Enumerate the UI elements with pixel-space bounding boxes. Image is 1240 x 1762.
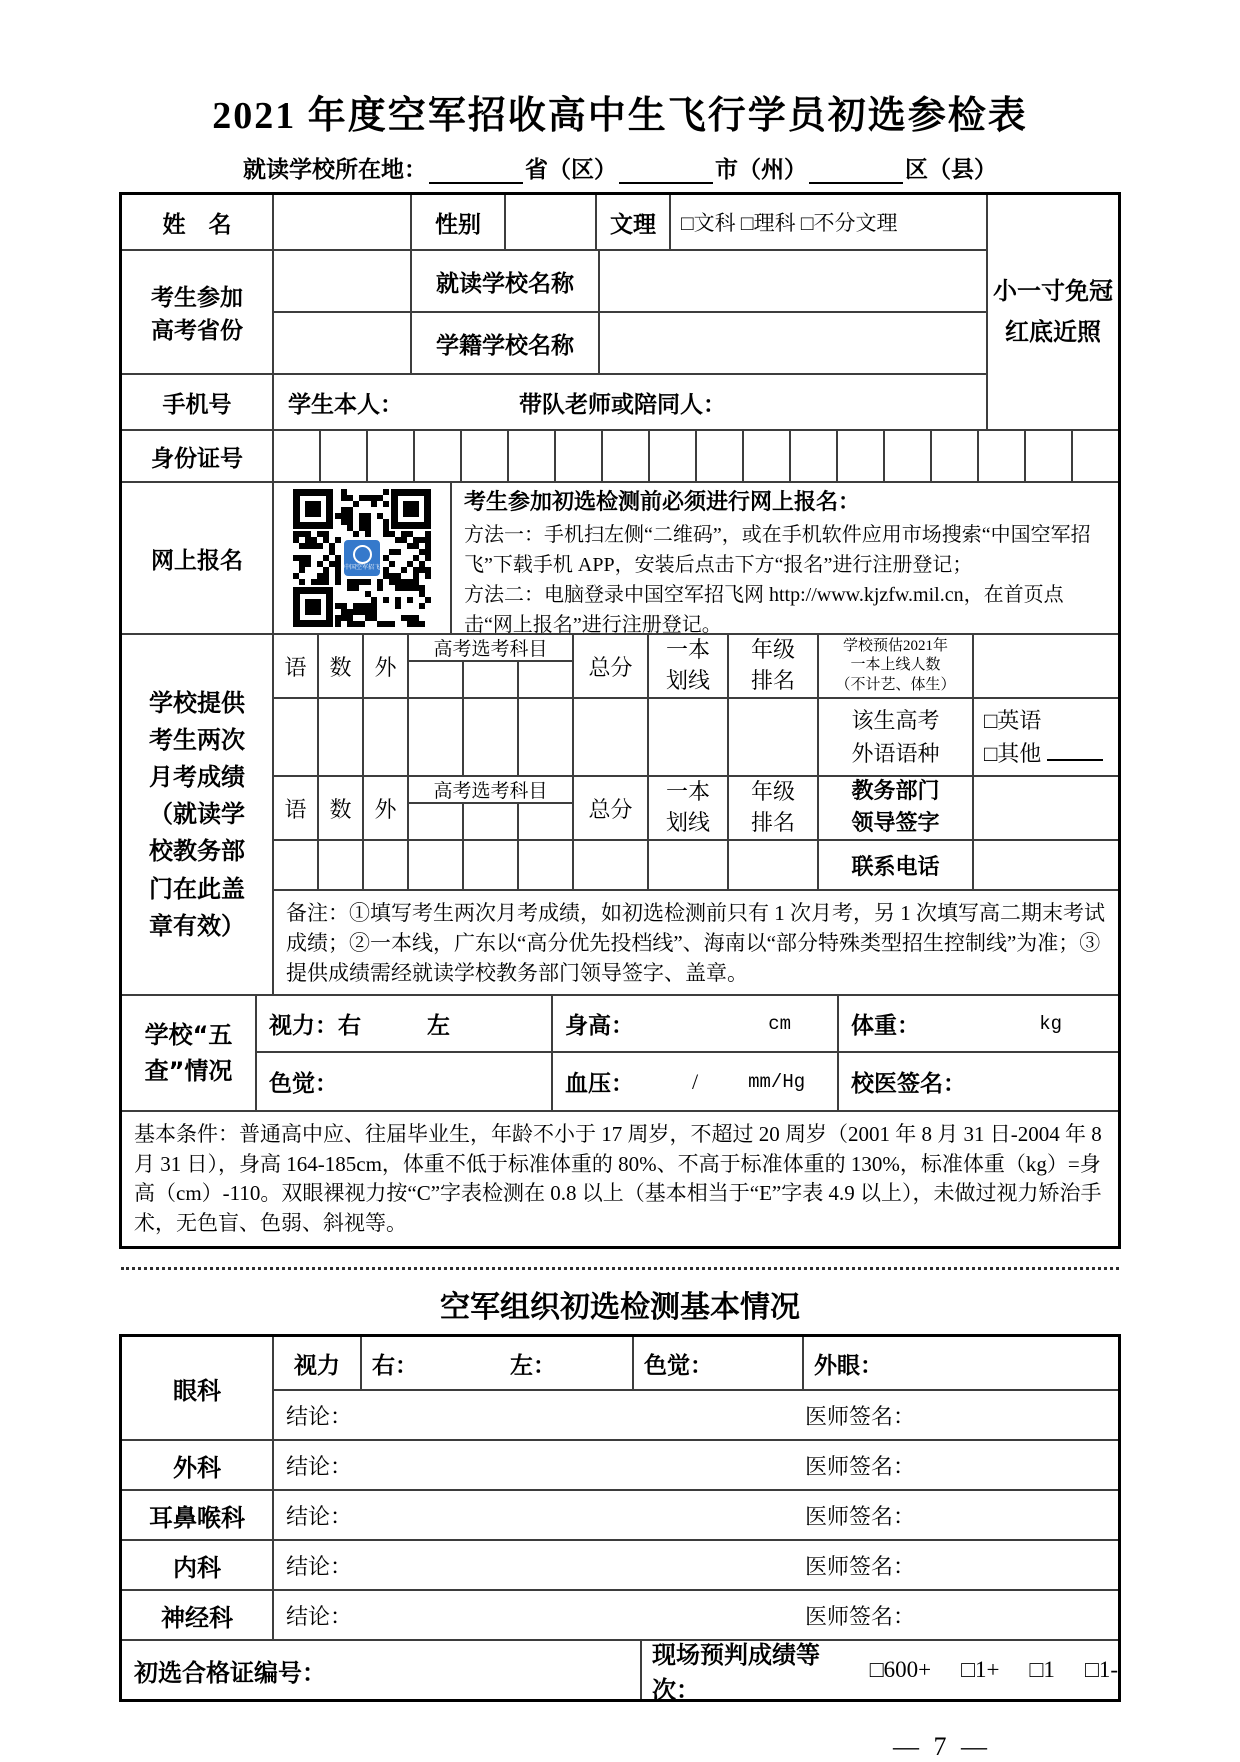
phone-escort-label: 带队老师或陪同人： — [519, 391, 726, 418]
dept-row — [122, 1491, 1118, 1541]
elective-subjects-label: 高考选考科目 — [409, 635, 572, 662]
score-cell[interactable] — [649, 841, 729, 889]
subject-chinese-label: 语 — [274, 777, 319, 839]
tier1-cutoff-label: 一本 划线 — [649, 635, 729, 697]
score-cell[interactable] — [409, 841, 464, 889]
score-cell[interactable] — [649, 699, 729, 775]
weight-field[interactable]: 体重： kg — [851, 1012, 1062, 1040]
score-cell[interactable] — [574, 699, 649, 775]
basic-conditions: 基本条件：普通高中应、往届毕业生，年龄不小于 17 周岁，不超过 20 周岁（2001 年 8 月 31 日-2004 年 8 月 31 日），身高 164-185cm，体重不低于标准体重的 80%、不高于标准体重的 130%，标准体重（kg）=身高（cm）-110。双眼裸视力按“C”字表检测在 0.8 以上（基本相当于“E”字表 4.9 以上），未做过视力矫治手术，无色盲、色弱、斜视等。 — [134, 1122, 1102, 1235]
id-digit-cell[interactable] — [321, 431, 368, 481]
school-doctor-signature-field[interactable]: 校医签名： — [851, 1071, 966, 1098]
online-reg-method2: 方法二：电脑登录中国空军招飞网 http://www.kjzfw.mil.cn，在首页点击“网上报名”进行注册登记。 — [464, 583, 1064, 636]
scores-remark: 备注：①填写考生两次月考成绩，如初选检测前只有 1 次月考，另 1 次填写高二期末考试成绩；②一本线，广东以“高分优先投档线”、海南以“部分特殊类型招生控制线”为准；③提供成绩需经就读学校教务部门领导签字、盖章。 — [286, 901, 1105, 985]
page-number: — 7 — — [893, 1732, 991, 1761]
id-digit-cell[interactable] — [462, 431, 509, 481]
color-vision-field[interactable]: 色觉： — [634, 1337, 804, 1389]
table-row — [122, 195, 986, 251]
table-row — [122, 251, 986, 375]
score-cell[interactable] — [364, 841, 409, 889]
elective-name-cell[interactable] — [464, 662, 519, 697]
result-row — [122, 1641, 1118, 1704]
dean-signature-label: 教务部门 领导签字 — [819, 777, 974, 839]
online-registration-row — [122, 483, 1118, 635]
id-digit-cell[interactable] — [509, 431, 556, 481]
qr-code — [293, 489, 431, 627]
color-vision-field[interactable]: 色觉： — [257, 1053, 553, 1110]
air-force-recruit-logo-icon: 中国空军招飞 — [342, 538, 382, 578]
id-digit-cell[interactable] — [979, 431, 1026, 481]
school-location-line — [119, 151, 1121, 184]
county-blank[interactable] — [809, 160, 903, 184]
grade-rank-label: 年级 排名 — [729, 777, 819, 839]
total-score-label: 总分 — [574, 635, 649, 697]
dept-surgery-label: 外科 — [122, 1441, 274, 1489]
qr-cell — [274, 483, 452, 633]
photo-box[interactable]: 小一寸免冠 红底近照 — [986, 195, 1118, 429]
table-row — [274, 1337, 1118, 1391]
id-number-label: 身份证号 — [122, 431, 274, 481]
applicant-info-table — [119, 192, 1121, 1249]
register-school-label: 学籍学校名称 — [412, 313, 600, 373]
exam-province-input-cell[interactable] — [274, 251, 412, 311]
score-cell[interactable] — [274, 699, 319, 775]
id-digit-cell[interactable] — [368, 431, 415, 481]
foreign-other-blank[interactable] — [1047, 745, 1103, 761]
name-label: 姓 名 — [122, 195, 274, 249]
grade-rank-label: 年级 排名 — [729, 635, 819, 697]
score-cell[interactable] — [519, 699, 574, 775]
attend-school-input-cell[interactable] — [600, 251, 986, 311]
subject-chinese-label: 语 — [274, 635, 319, 697]
total-score-label: 总分 — [574, 777, 649, 839]
grade-option-1plus-checkbox[interactable]: □1+ — [961, 1657, 1000, 1682]
contact-phone-cell[interactable] — [974, 841, 1118, 889]
table-row — [257, 996, 1118, 1053]
foreign-english-checkbox[interactable]: □英语 — [984, 708, 1042, 733]
section2-title: 空军组织初选检测基本情况 — [440, 1291, 800, 1324]
dean-signature-cell[interactable] — [974, 777, 1118, 839]
score-data-row — [274, 699, 1118, 777]
id-number-row — [122, 431, 1118, 483]
qr-finder-icon — [293, 587, 333, 627]
id-digit-cell[interactable] — [697, 431, 744, 481]
blood-pressure-field[interactable]: 血压： / mm/Hg — [553, 1053, 839, 1110]
score-data-row — [274, 841, 1118, 891]
contact-phone-label: 联系电话 — [819, 841, 974, 889]
id-digit-cell[interactable] — [415, 431, 462, 481]
id-digit-cell[interactable] — [1026, 431, 1073, 481]
phone-student-label: 学生本人： — [288, 391, 403, 418]
id-digit-cell[interactable] — [274, 431, 321, 481]
elective-name-cell[interactable] — [464, 804, 519, 839]
dept-row — [122, 1541, 1118, 1591]
gender-label: 性别 — [412, 195, 506, 249]
foreign-language-label: 该生高考 外语语种 — [819, 699, 974, 775]
outer-eye-field[interactable]: 外眼： — [814, 1352, 883, 1379]
estimate-tier1-label: 学校预估2021年 一本上线人数 （不计艺、体生） — [819, 635, 974, 697]
vision-field[interactable]: 视力：右 左 — [257, 996, 553, 1051]
location-seg2: 市（州） — [715, 157, 807, 183]
height-field[interactable]: 身高： cm — [553, 996, 839, 1051]
exam-province-label: 考生参加 高考省份 — [122, 251, 274, 373]
id-digit-cell[interactable] — [650, 431, 697, 481]
stream-label: 文理 — [597, 195, 671, 249]
phone-label: 手机号 — [122, 375, 274, 429]
id-digit-cell[interactable] — [1073, 431, 1118, 481]
vision-right-left-field[interactable]: 右： 左： — [362, 1337, 634, 1389]
qr-finder-icon — [293, 489, 333, 529]
score-cell[interactable] — [319, 699, 364, 775]
id-digit-cell[interactable] — [603, 431, 650, 481]
subject-foreign-label: 外 — [364, 777, 409, 839]
id-digit-cell[interactable] — [838, 431, 885, 481]
grade-predict-label: 现场预判成绩等次： — [652, 1641, 820, 1704]
score-cell[interactable] — [574, 841, 649, 889]
location-seg3: 区（县） — [905, 157, 997, 183]
elective-name-cell[interactable] — [519, 662, 572, 697]
score-cell[interactable] — [974, 635, 1118, 697]
id-digit-cell[interactable] — [744, 431, 791, 481]
dept-row — [122, 1441, 1118, 1491]
location-prefix: 就读学校所在地： — [243, 157, 427, 183]
school-five-checks-section — [122, 996, 1118, 1112]
qr-finder-icon — [391, 489, 431, 529]
score-cell[interactable] — [274, 841, 319, 889]
tier1-cutoff-label: 一本 划线 — [649, 777, 729, 839]
subject-math-label: 数 — [319, 635, 364, 697]
school-scores-section — [122, 635, 1118, 996]
subject-foreign-label: 外 — [364, 635, 409, 697]
gender-input-cell[interactable] — [506, 195, 597, 249]
elective-name-cell[interactable] — [409, 804, 464, 839]
dept-eye-label: 眼科 — [122, 1337, 274, 1439]
form-page — [119, 0, 1121, 1762]
id-digit-cell[interactable] — [885, 431, 932, 481]
location-seg1: 省（区） — [525, 157, 617, 183]
eye-dept-rows — [122, 1337, 1118, 1441]
grade-option-1-checkbox[interactable]: □1 — [1029, 1657, 1055, 1682]
scores-side-label: 学校提供 考生两次 月考成绩 （就读学 校教务部 门在此盖 章有效） — [122, 635, 274, 994]
stream-options-checkboxes[interactable]: □文科 □理科 □不分文理 — [681, 211, 898, 235]
id-digit-cell[interactable] — [791, 431, 838, 481]
vision-label: 视力 — [274, 1337, 362, 1389]
register-school-input-cell[interactable] — [600, 313, 986, 373]
exam-province-input-cell[interactable] — [274, 313, 412, 373]
grade-option-1minus-checkbox[interactable]: □1- — [1084, 1657, 1118, 1682]
dept-conclusion-row[interactable]: 结论： 医师签名： — [286, 1503, 916, 1529]
attend-school-label: 就读学校名称 — [412, 251, 600, 311]
page-title: 2021 年度空军招收高中生飞行学员初选参检表 — [212, 95, 1028, 137]
preselection-cert-number-field[interactable]: 初选合格证编号： — [122, 1641, 642, 1699]
elective-subjects-label: 高考选考科目 — [409, 777, 572, 804]
dotted-separator — [121, 1267, 1119, 1270]
dept-internal-label: 内科 — [122, 1541, 274, 1589]
id-digit-cell[interactable] — [556, 431, 603, 481]
table-row — [122, 375, 986, 429]
score-cell[interactable] — [464, 699, 519, 775]
score-cell[interactable] — [519, 841, 574, 889]
score-cell[interactable] — [409, 699, 464, 775]
grade-option-600plus-checkbox[interactable]: □600+ — [869, 1657, 932, 1682]
score-header-row — [274, 635, 1118, 699]
score-cell[interactable] — [729, 699, 819, 775]
online-reg-method1: 方法一：手机扫左侧“二维码”，或在手机软件应用市场搜索“中国空军招飞”下载手机 APP，安装后点击下方“报名”进行注册登记； — [464, 523, 1091, 576]
five-checks-label: 学校“五 查”情况 — [122, 996, 257, 1110]
score-cell[interactable] — [364, 699, 409, 775]
dept-conclusion-row[interactable]: 结论： 医师签名： — [286, 1553, 916, 1579]
province-blank[interactable] — [429, 160, 523, 184]
elective-name-cell[interactable] — [409, 662, 464, 697]
dept-conclusion-row[interactable]: 结论： 医师签名： — [286, 1603, 916, 1629]
airforce-check-table — [119, 1334, 1121, 1702]
dept-row — [122, 1591, 1118, 1641]
subject-math-label: 数 — [319, 777, 364, 839]
dept-ent-label: 耳鼻喉科 — [122, 1491, 274, 1539]
score-cell[interactable] — [729, 841, 819, 889]
online-reg-label: 网上报名 — [122, 483, 274, 633]
table-row — [257, 1053, 1118, 1110]
city-blank[interactable] — [619, 160, 713, 184]
dept-conclusion-row[interactable]: 结论： 医师签名： — [286, 1453, 916, 1479]
eye-conclusion-row[interactable]: 结论： 医师签名： — [286, 1403, 916, 1429]
id-digit-cell[interactable] — [932, 431, 979, 481]
name-input-cell[interactable] — [274, 195, 412, 249]
elective-name-cell[interactable] — [519, 804, 572, 839]
online-reg-heading: 考生参加初选检测前必须进行网上报名： — [464, 490, 861, 515]
foreign-other-checkbox[interactable]: □其他 — [984, 737, 1103, 770]
basic-info-section — [122, 195, 1118, 431]
score-header-row — [274, 777, 1118, 841]
score-cell[interactable] — [319, 841, 364, 889]
score-cell[interactable] — [464, 841, 519, 889]
dept-neurology-label: 神经科 — [122, 1591, 274, 1639]
